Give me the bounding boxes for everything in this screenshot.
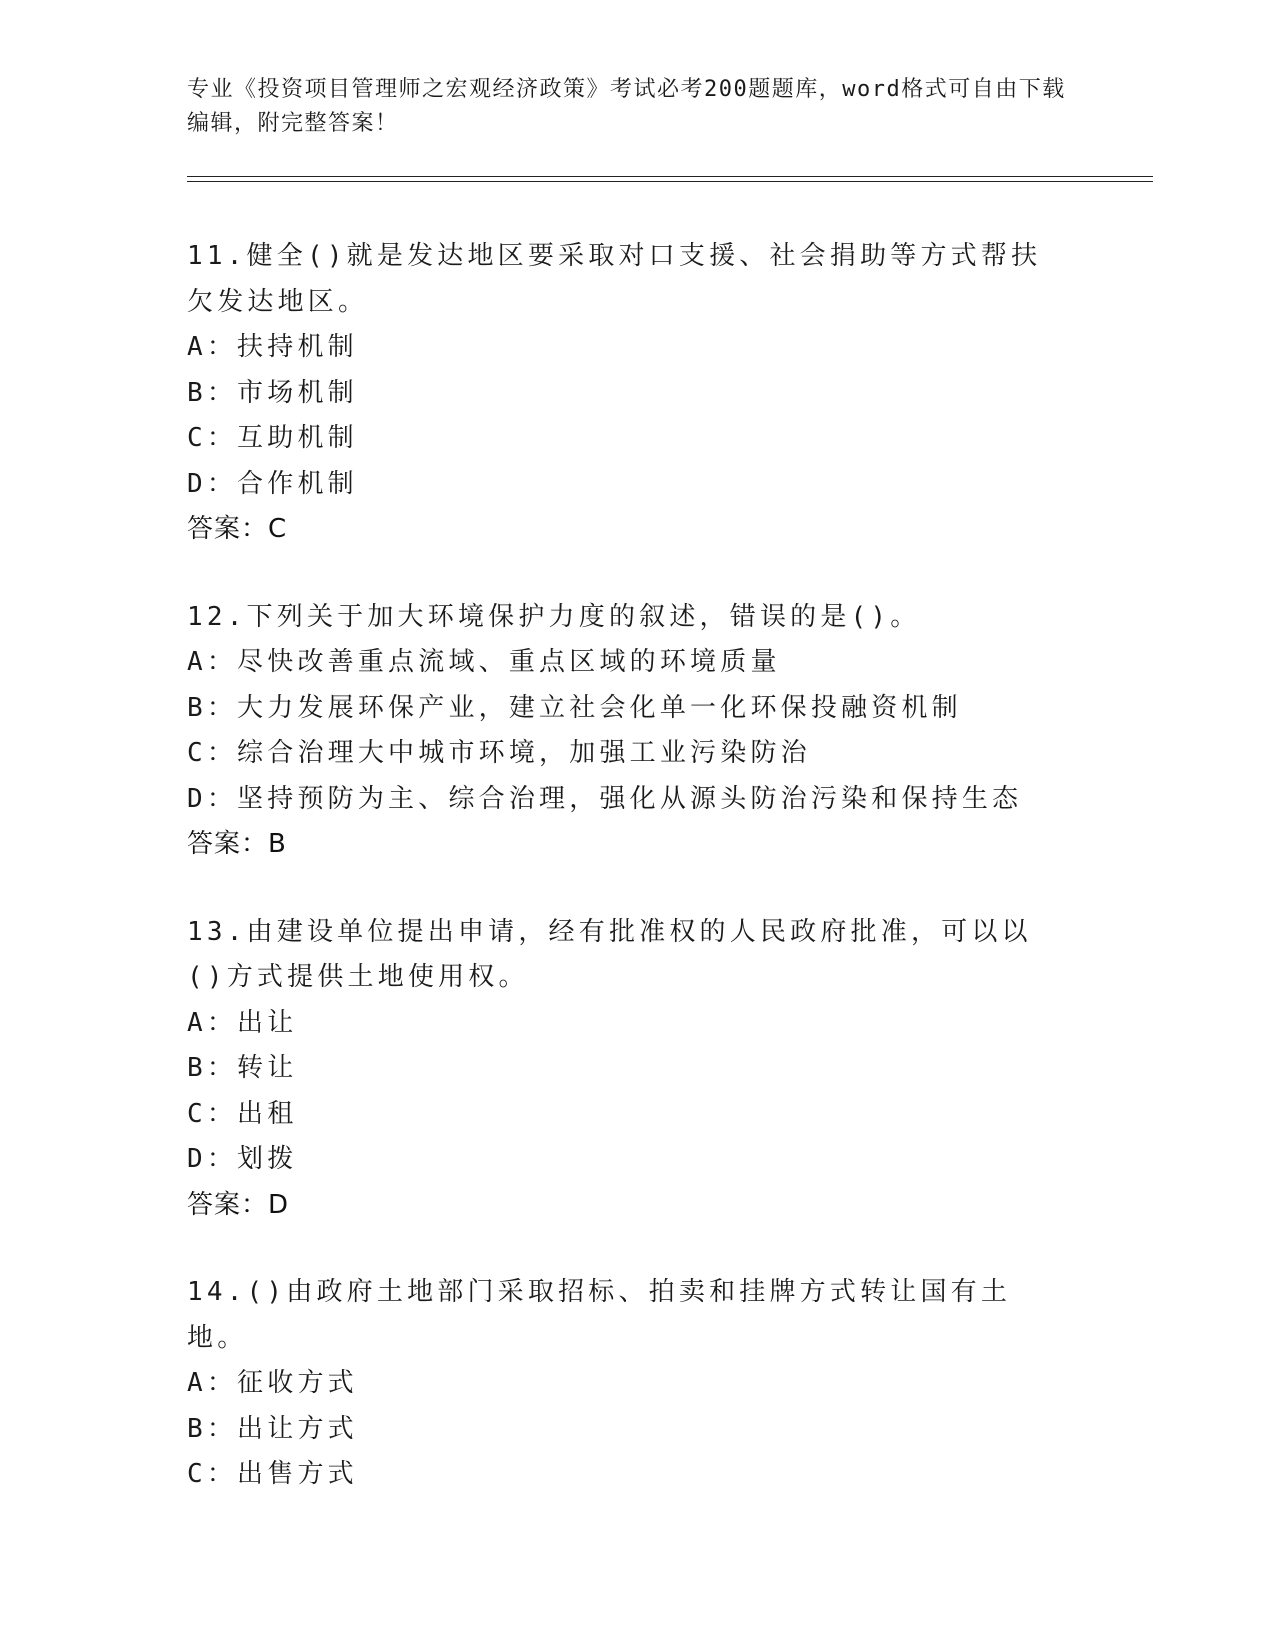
question-item bbox=[187, 910, 1087, 1229]
question-stem: 12.下列关于加大环境保护力度的叙述，错误的是()。 bbox=[187, 601, 921, 632]
question-stem: 11.健全()就是发达地区要采取对口支援、社会捐助等方式帮扶欠发达地区。 bbox=[187, 241, 1042, 317]
option-c: C：互助机制 bbox=[187, 423, 358, 453]
option-a: A：出让 bbox=[187, 1007, 298, 1038]
option-b: B：转让 bbox=[187, 1053, 298, 1083]
header-rule-top bbox=[187, 176, 1153, 177]
option-b: B：出让方式 bbox=[187, 1413, 358, 1444]
document-header: 专业《投资项目管理师之宏观经济政策》考试必考200题题库，word格式可自由下载编辑，附完整答案！ bbox=[187, 77, 1066, 136]
option-d: D：坚持预防为主、综合治理，强化从源头防治污染和保持生态 bbox=[187, 783, 1023, 814]
question-stem: 13.由建设单位提出申请，经有批准权的人民政府批准，可以以()方式提供土地使用权。 bbox=[187, 916, 1032, 992]
answer-line: 答案：B bbox=[187, 829, 287, 859]
question-item bbox=[187, 234, 1087, 553]
option-a: A：尽快改善重点流域、重点区域的环境质量 bbox=[187, 647, 781, 677]
question-stem: 14.()由政府土地部门采取招标、拍卖和挂牌方式转让国有土地。 bbox=[187, 1277, 1012, 1353]
option-b: B：市场机制 bbox=[187, 377, 358, 408]
option-c: C：出售方式 bbox=[187, 1459, 358, 1489]
header-rule-bottom bbox=[187, 181, 1153, 182]
option-a: A：扶持机制 bbox=[187, 332, 358, 362]
option-c: C：出租 bbox=[187, 1098, 298, 1129]
option-c: C：综合治理大中城市环境，加强工业污染防治 bbox=[187, 738, 811, 768]
question-item bbox=[187, 595, 1087, 868]
question-item bbox=[187, 1270, 1087, 1498]
option-a: A：征收方式 bbox=[187, 1368, 358, 1398]
question-list bbox=[187, 234, 1087, 1540]
answer-line: 答案：D bbox=[187, 1189, 290, 1220]
option-d: D：合作机制 bbox=[187, 468, 358, 499]
answer-line: 答案：C bbox=[187, 514, 288, 544]
option-d: D：划拨 bbox=[187, 1144, 298, 1174]
option-b: B：大力发展环保产业，建立社会化单一化环保投融资机制 bbox=[187, 692, 962, 723]
